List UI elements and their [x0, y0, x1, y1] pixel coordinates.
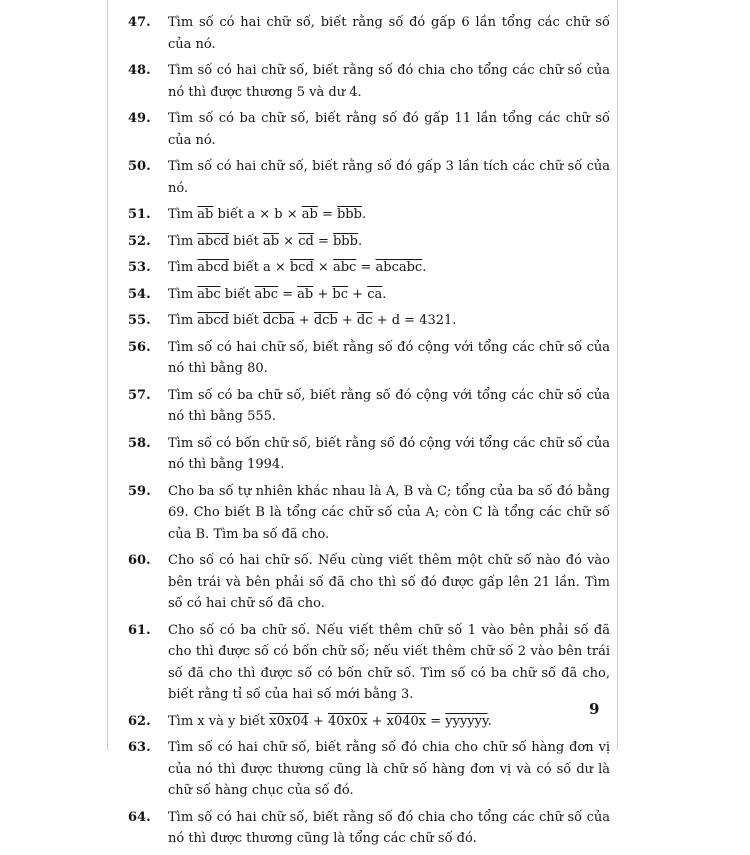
text-segment: . — [422, 260, 427, 275]
text-segment: . — [357, 233, 363, 249]
overlined-number: $\overline{abc}$ — [197, 286, 221, 302]
problem-item — [128, 310, 610, 332]
problem-item — [128, 204, 610, 226]
problem-text — [168, 711, 610, 733]
problem-number: 59. — [128, 483, 151, 499]
problem-text — [168, 337, 610, 380]
text-segment: = — [426, 713, 446, 729]
text-segment: . — [382, 286, 387, 302]
problem-number: 50. — [128, 159, 151, 174]
text-segment: Tìm — [168, 260, 198, 275]
problem-number: 62. — [128, 713, 151, 729]
text-segment: Tìm số có hai chữ số, biết rằng số đó cộng với tổng các chữ số của nó thì bằng 80. — [168, 339, 610, 376]
overlined-number: $\overline{bcd}$ — [289, 260, 314, 275]
problem-number: 61. — [128, 622, 151, 638]
text-segment: + — [337, 313, 357, 328]
text-segment: Tìm — [168, 286, 198, 302]
text-segment: = — [356, 260, 376, 275]
problem-item — [128, 337, 610, 380]
problem-number: 51. — [128, 207, 151, 222]
overlined-number: $\overline{bbb}$ — [332, 233, 358, 249]
overlined-number: abcd — [197, 233, 229, 249]
problem-text — [168, 204, 610, 226]
problem-number: 56. — [128, 339, 151, 355]
overlined-number: x0x04 — [269, 713, 309, 729]
text-segment: biết — [228, 233, 263, 249]
problem-item — [128, 231, 610, 253]
problem-item — [128, 737, 610, 802]
overlined-number: $\overline{ab}$ — [262, 233, 280, 249]
text-segment: + — [308, 713, 328, 729]
text-segment: × — [313, 260, 333, 275]
text-segment: + — [313, 286, 333, 302]
overlined-number: $\overline{dc}$ — [356, 313, 373, 328]
overlined-number: $\overline{ab}$ — [297, 286, 314, 302]
text-segment: Tìm số có hai chữ số, biết rằng số đó gấp 6 lần tổng các chữ số của nó. — [168, 15, 610, 52]
text-segment: = — [277, 286, 298, 302]
overlined-number: abcabc — [375, 260, 423, 275]
problem-item — [128, 481, 610, 546]
problem-number: 58. — [128, 435, 151, 451]
problem-text — [168, 257, 610, 279]
problem-number: 60. — [128, 553, 151, 568]
text-segment: Cho số có ba chữ số. Nếu viết thêm chữ số 1 vào bên phải số đã cho thì được số có bốn chữ số; nếu viết thêm chữ số 2 vào bên trái số đã cho thì được số có bốn chữ số. Tìm số có ba chữ số đã cho, biết rằng tỉ số của hai số mới bằng 3. — [168, 622, 610, 702]
problem-item — [128, 108, 610, 151]
overlined-number: abcd — [197, 313, 229, 328]
problem-number: 64. — [128, 809, 151, 825]
problem-number: 48. — [128, 63, 151, 78]
overlined-number: abcd — [197, 260, 229, 275]
problem-text — [168, 481, 610, 546]
overlined-number: $\overline{bc}$ — [332, 286, 349, 302]
problem-text — [168, 310, 610, 332]
text-segment: Tìm x và y biết — [168, 713, 270, 729]
problem-text — [168, 12, 610, 55]
text-segment: . — [487, 713, 492, 729]
problem-number: 55. — [128, 313, 151, 328]
text-segment: biết — [220, 286, 255, 302]
problem-item — [128, 807, 610, 850]
text-segment: = — [317, 207, 337, 222]
problem-item — [128, 550, 610, 615]
problem-text — [168, 108, 610, 151]
problem-item — [128, 620, 610, 706]
problem-number: 54. — [128, 286, 151, 302]
problem-text — [168, 550, 610, 615]
text-segment: Tìm số có hai chữ số, biết rằng số đó chia cho chữ số hàng đơn vị của nó thì được thương cũng là chữ số hàng đơn vị và có số dư là chữ số hàng chục của số đó. — [168, 740, 610, 798]
overlined-number: yyyyyy — [445, 713, 488, 729]
problem-number: 52. — [128, 233, 151, 249]
overlined-number: $\overline{cd}$ — [298, 233, 314, 249]
problem-item — [128, 60, 610, 103]
problem-number: 47. — [128, 15, 151, 30]
problem-item — [128, 257, 610, 279]
problem-text — [168, 60, 610, 103]
problem-item — [128, 12, 610, 55]
text-segment: biết a × b × — [213, 207, 302, 222]
text-segment: Tìm số có bốn chữ số, biết rằng số đó cộng với tổng các chữ số của nó thì bằng 1994. — [168, 435, 610, 472]
problem-item — [128, 156, 610, 199]
problem-text — [168, 807, 610, 850]
text-segment: + — [294, 313, 314, 328]
overlined-number: $\overline{abc}$ — [254, 286, 278, 302]
text-segment: . — [361, 207, 367, 222]
overlined-number: $\overline{ca}$ — [367, 286, 383, 302]
problem-text — [168, 385, 610, 428]
problem-text — [168, 433, 610, 476]
text-segment: Cho số có hai chữ số. Nếu cùng viết thêm một chữ số nào đó vào bên trái và bên phải số đã cho thì số đó được gấp lên 21 lần. Tìm số có hai chữ số đã cho. — [168, 553, 610, 611]
text-segment: × — [279, 233, 299, 249]
overlined-number: 40x0x — [327, 713, 368, 729]
page-number: 9 — [589, 700, 600, 718]
problem-item — [128, 284, 610, 306]
problem-item — [128, 385, 610, 428]
text-segment: + — [348, 286, 368, 302]
overlined-number: $\overline{ab}$ — [197, 207, 214, 222]
text-segment: + d = 4321. — [372, 313, 457, 328]
text-segment: Cho ba số tự nhiên khác nhau là A, B và C; tổng của ba số đó bằng 69. Cho biết B là tổng các chữ số của A; còn C là tổng các chữ số của B. Tìm ba số đã cho. — [168, 483, 610, 542]
overlined-number: $\overline{abc}$ — [332, 260, 357, 275]
overlined-number: dcba — [262, 313, 295, 328]
problem-number: 49. — [128, 111, 151, 126]
overlined-number: x040x — [386, 713, 427, 729]
text-segment: Tìm — [168, 313, 198, 328]
text-segment: = — [313, 233, 333, 249]
text-segment: biết — [228, 313, 263, 328]
overlined-number: $\overline{ab}$ — [301, 207, 318, 222]
text-segment: + — [367, 713, 387, 729]
overlined-number: $\overline{dcb}$ — [313, 313, 338, 328]
text-segment: Tìm số có ba chữ số, biết rằng số đó cộng với tổng các chữ số của nó thì bằng 555. — [168, 387, 610, 424]
problem-number: 57. — [128, 387, 151, 403]
problem-item — [128, 711, 610, 733]
text-segment: Tìm — [168, 233, 198, 249]
problem-text — [168, 231, 610, 253]
problem-item — [128, 433, 610, 476]
problem-number: 53. — [128, 260, 151, 275]
problem-number: 63. — [128, 740, 151, 755]
problem-text — [168, 620, 610, 706]
overlined-number: $\overline{bbb}$ — [336, 207, 362, 222]
problem-list — [128, 12, 610, 855]
text-segment: biết a × — [228, 260, 290, 275]
problem-text — [168, 156, 610, 199]
text-segment: Tìm số có hai chữ số, biết rằng số đó chia cho tổng các chữ số của nó thì được thương 5 và dư 4. — [168, 63, 610, 100]
problem-text — [168, 737, 610, 802]
text-segment: Tìm số có hai chữ số, biết rằng số đó chia cho tổng các chữ số của nó thì được thương cũng là tổng các chữ số đó. — [168, 809, 610, 846]
text-segment: Tìm số có hai chữ số, biết rằng số đó gấp 3 lần tích các chữ số của nó. — [168, 159, 610, 196]
text-segment: Tìm — [168, 207, 198, 222]
text-segment: Tìm số có ba chữ số, biết rằng số đó gấp 11 lần tổng các chữ số của nó. — [168, 111, 610, 148]
problem-text — [168, 284, 610, 306]
